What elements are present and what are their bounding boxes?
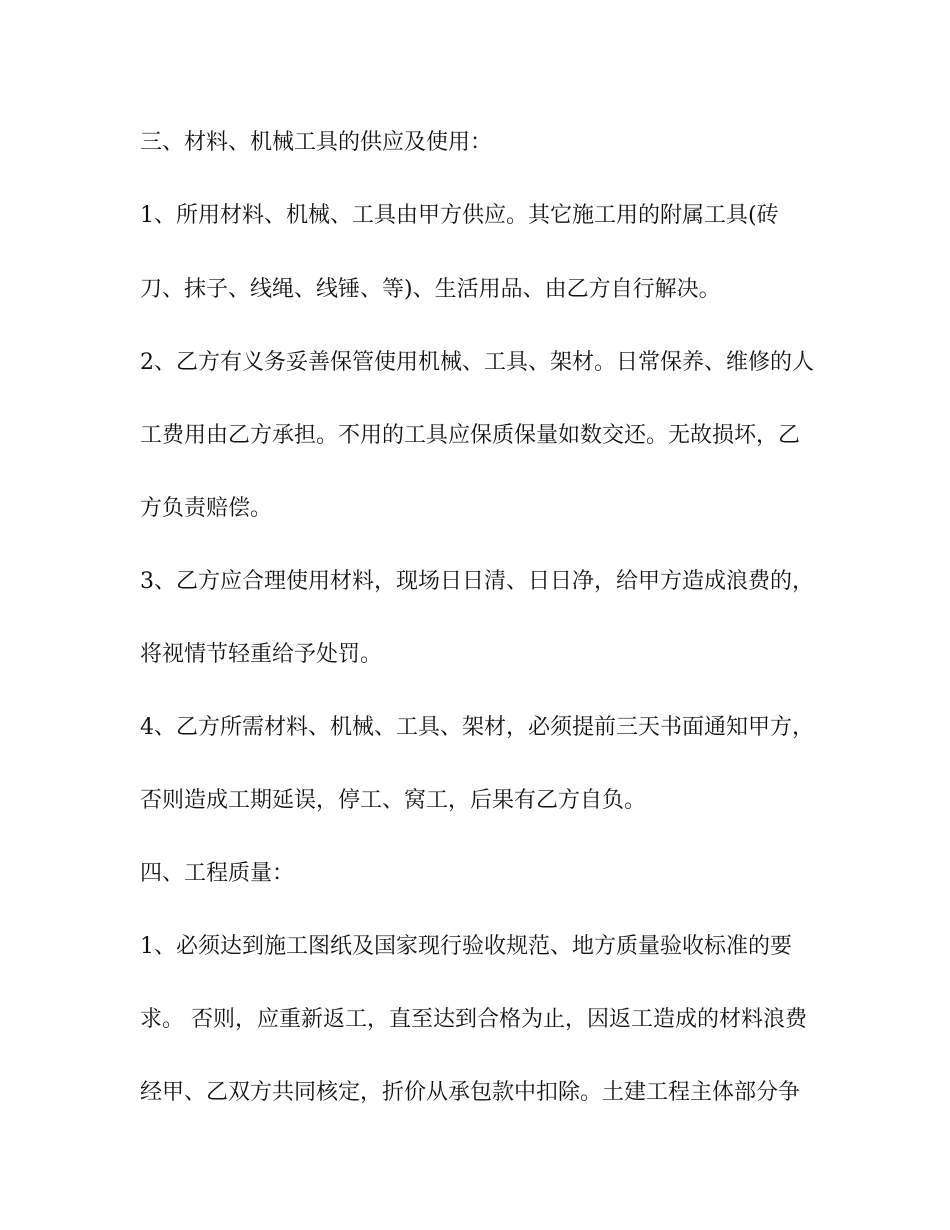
paragraph-line: 2、乙方有义务妥善保管使用机械、工具、架材。日常保养、维修的人 bbox=[140, 350, 814, 375]
paragraph-line: 否则造成工期延误，停工、窝工，后果有乙方自负。 bbox=[140, 788, 647, 813]
paragraph-line: 工费用由乙方承担。不用的工具应保质保量如数交还。无故损坏，乙 bbox=[140, 423, 801, 448]
paragraph-line: 求。 否则，应重新返工，直至达到合格为止，因返工造成的材料浪费 bbox=[140, 1007, 807, 1032]
paragraph-line: 刀、抹子、线绳、线锤、等)、生活用品、由乙方自行解决。 bbox=[140, 277, 721, 302]
section-heading-materials: 三、材料、机械工具的供应及使用： bbox=[140, 130, 493, 155]
paragraph-line: 4、乙方所需材料、机械、工具、架材，必须提前三天书面通知甲方， bbox=[140, 715, 814, 740]
paragraph-line: 3、乙方应合理使用材料，现场日日清、日日净，给甲方造成浪费的， bbox=[140, 569, 814, 594]
paragraph-line: 方负责赔偿。 bbox=[140, 496, 273, 521]
paragraph-line: 1、必须达到施工图纸及国家现行验收规范、地方质量验收标准的要 bbox=[140, 934, 792, 959]
section-heading-quality: 四、工程质量： bbox=[140, 861, 295, 886]
paragraph-line: 1、所用材料、机械、工具由甲方供应。其它施工用的附属工具(砖 bbox=[140, 203, 779, 228]
paragraph-line: 经甲、乙双方共同核定，折价从承包款中扣除。土建工程主体部分争 bbox=[140, 1080, 801, 1105]
paragraph-line: 将视情节轻重给予处罚。 bbox=[140, 642, 383, 667]
